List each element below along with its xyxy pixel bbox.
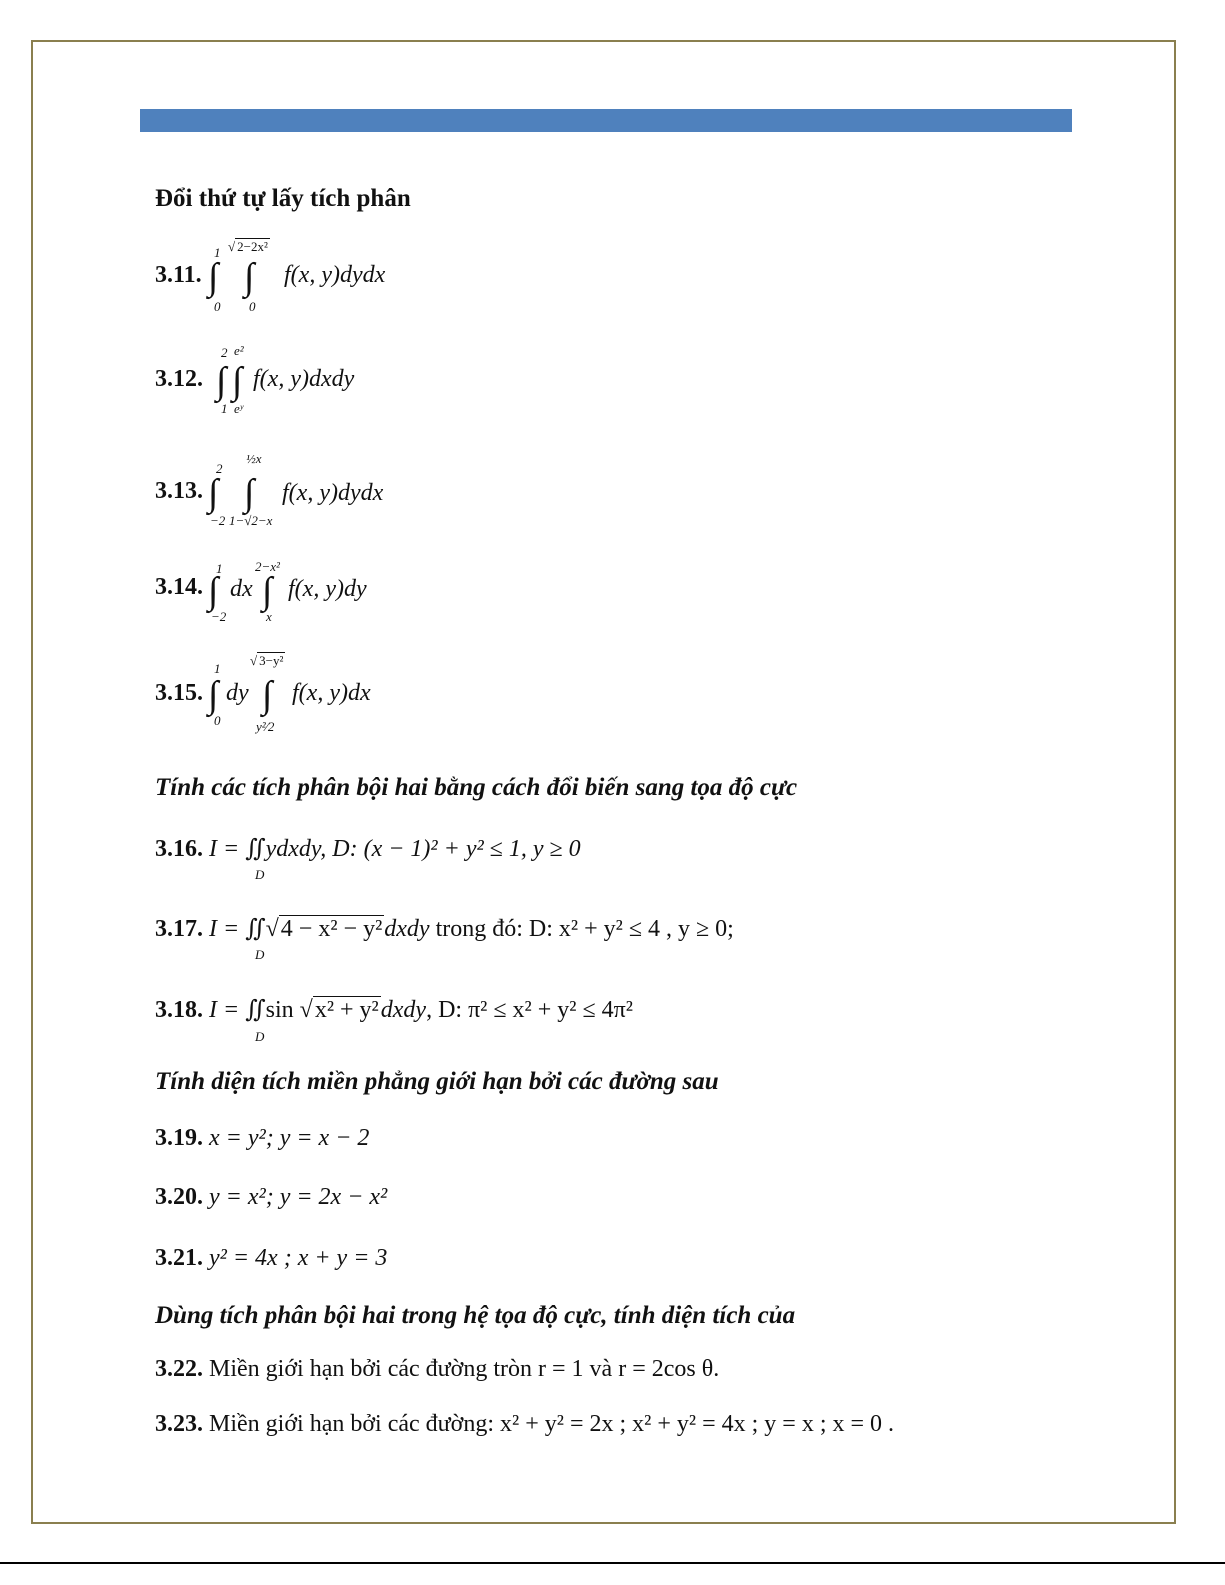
upper-limit: 2−x² [255,559,280,574]
integrand: dxdy [384,916,430,942]
section-title-polar-area: Dùng tích phân bội hai trong hệ tọa độ cực, tính diện tích của [155,1302,796,1329]
exercise-number: 3.16. [155,836,203,862]
exercise-3-23 [155,1411,894,1438]
integral-sign: ∫ [216,360,227,402]
upper-limit: 1 [214,245,221,260]
exercise-3-21 [155,1245,387,1272]
exercise-number: 3.23. [155,1411,203,1437]
domain-subscript: D [255,947,265,962]
exercise-number: 3.21. [155,1245,203,1271]
upper-limit: √ 2−2x² [228,239,268,254]
lhs: I = ∬ [209,836,266,862]
upper-limit: 2 [221,345,228,360]
exercise-number: 3.22. [155,1356,203,1382]
exercise-3-16 [155,834,581,863]
exercise-number: 3.13. [155,478,203,504]
integral-sign: ∫ [208,256,219,298]
function: sin [265,997,294,1023]
lower-limit: eʸ [234,401,244,416]
lower-limit: −2 [211,609,227,624]
domain-subscript: D [255,867,265,882]
exercise-number: 3.12. [155,366,203,392]
exercise-3-12 [155,366,203,393]
integrand: dxdy [380,997,427,1023]
lower-limit: −2 [210,513,226,528]
integrand: f(x, y)dydx [282,480,384,506]
exercise-number: 3.19. [155,1125,203,1151]
exercise-3-14 [155,574,203,601]
exercise-3-19 [155,1125,369,1152]
exercise-3-18: 3.18. I = ∬sin √x² + y²dxdy, D: π² ≤ x² + y² ≤ 4π² [155,997,633,1023]
section-title-polar: Tính các tích phân bội hai bằng cách đổi biến sang tọa độ cực [155,774,798,801]
domain: , D: (x − 1)² + y² ≤ 1, y ≥ 0 [320,836,581,862]
upper-limit: √ 3−y² [250,653,284,668]
lower-limit: 0 [214,299,221,314]
domain: trong đó: D: x² + y² ≤ 4 , y ≥ 0; [429,916,734,942]
exercise-text: Miền giới hạn bởi các đường: x² + y² = 2x ; x² + y² = 4x ; y = x ; x = 0 . [209,1411,895,1437]
integral-sign: ∫ [232,360,243,402]
exercise-number: 3.20. [155,1184,203,1210]
exercise-number: 3.17. [155,916,203,942]
lower-limit: x [266,609,272,624]
exercise-3-17: 3.17. I = ∬√4 − x² − y²dxdy trong đó: D: x² + y² ≤ 4 , y ≥ 0; [155,916,734,942]
upper-limit: 2 [216,461,223,476]
lower-limit: 0 [214,713,221,728]
differential: dx [230,576,253,602]
exercise-3-13 [155,478,203,505]
upper-limit: 1 [214,661,221,676]
integral-sign: ∫ [208,674,219,716]
integral-sign: ∫ [244,472,255,514]
integral-sign: ∫ [208,570,219,612]
integrand: f(x, y)dx [292,680,371,706]
equations: y² = 4x ; x + y = 3 [209,1245,388,1271]
exercise-3-20 [155,1184,387,1211]
lhs: I = ∬ [209,997,266,1023]
lower-limit: 0 [249,299,256,314]
section-title-change-order: Đổi thứ tự lấy tích phân [155,185,411,212]
lower-limit: 1−√2−x [229,513,273,528]
integral-sign: ∫ [262,674,273,716]
header-band [140,109,1072,132]
lhs: I = ∬ [209,916,266,942]
exercise-3-15 [155,680,203,707]
exercise-number: 3.15. [155,680,203,706]
integral-sign: ∫ [244,256,255,298]
exercise-3-22 [155,1356,719,1383]
page-bottom-rule [0,1562,1225,1564]
differential: dy [226,680,249,706]
exercise-number: 3.18. [155,997,203,1023]
section-title-area: Tính diện tích miền phẳng giới hạn bởi các đường sau [155,1068,719,1095]
integrand: f(x, y)dxdy [253,366,355,392]
radicand: 4 − x² − y² [280,916,383,942]
domain: , D: π² ≤ x² + y² ≤ 4π² [426,997,633,1023]
exercise-3-11 [155,262,202,289]
exercise-number: 3.11. [155,262,202,288]
integrand: f(x, y)dy [288,576,367,602]
lower-limit: 1 [221,401,228,416]
radicand: x² + y² [314,997,379,1023]
integrand: f(x, y)dydx [284,262,386,288]
equations: y = x²; y = 2x − x² [209,1184,388,1210]
upper-limit: e² [234,343,244,358]
upper-limit: ½x [246,451,262,466]
integral-sign: ∫ [208,472,219,514]
exercise-text: Miền giới hạn bởi các đường tròn r = 1 và r = 2cos θ. [209,1356,720,1382]
lower-limit: y²⁄2 [256,719,275,734]
integrand: ydxdy [265,836,321,862]
equations: x = y²; y = x − 2 [209,1125,370,1151]
domain-subscript: D [255,1029,265,1044]
exercise-number: 3.14. [155,574,203,600]
upper-limit: 1 [216,561,223,576]
integral-sign: ∫ [262,570,273,612]
